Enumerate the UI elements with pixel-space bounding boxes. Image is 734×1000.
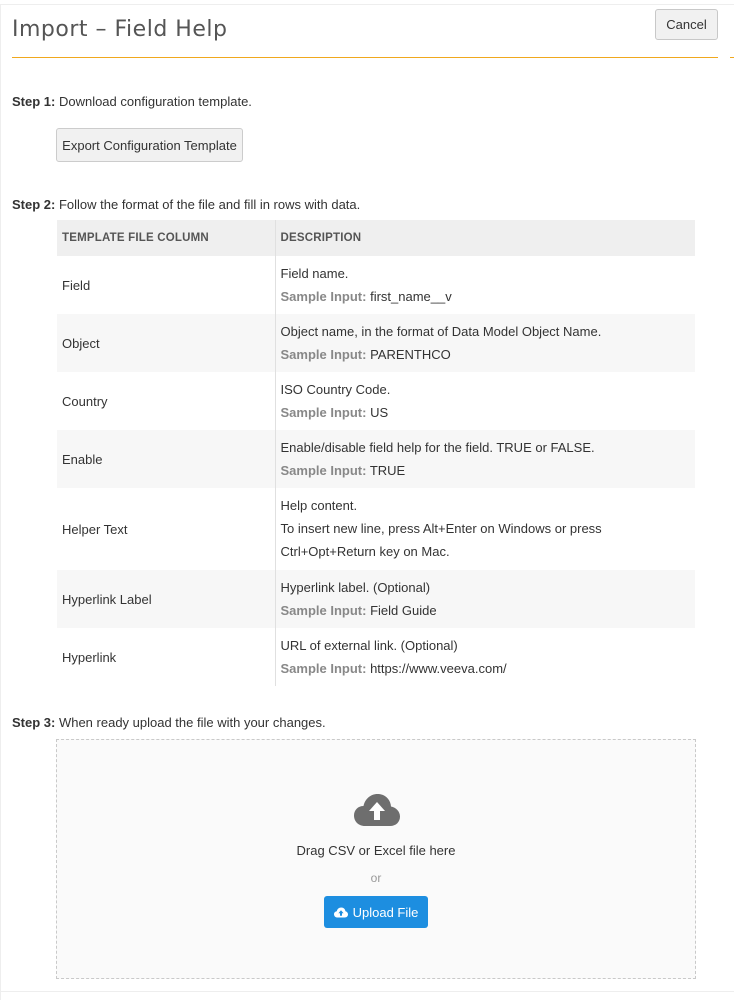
dialog-header: [12, 7, 718, 57]
row-column-name: Country: [62, 393, 108, 409]
template-columns-table: [57, 220, 695, 686]
row-description-cell: [275, 488, 695, 570]
row-description-cell: [275, 256, 695, 314]
row-column-name: Hyperlink Label: [57, 570, 275, 628]
cloud-upload-icon: [354, 793, 400, 827]
row-description-extra: To insert new line, press Alt+Enter on Windows or press Ctrl+Opt+Return key on Mac.: [280, 521, 602, 559]
step-3-text: When ready upload the file with your changes.: [55, 715, 326, 730]
frame-border-bottom: [0, 991, 734, 992]
table-row: [57, 256, 695, 314]
row-description: Hyperlink label. (Optional): [280, 579, 431, 595]
step-3-label: Step 3:: [12, 715, 56, 730]
row-description: Help content.: [280, 498, 358, 513]
row-description: Object name, in the format of Data Model Object Name.: [280, 323, 602, 339]
row-sample: [281, 599, 691, 622]
step-1-text: Download configuration template.: [55, 94, 252, 109]
row-sample: [281, 343, 691, 366]
sample-input-label: Sample Input:: [280, 346, 367, 362]
row-sample: [281, 285, 691, 308]
dialog-title: Import – Field Help: [12, 17, 228, 42]
sample-input-value: US: [370, 404, 389, 420]
sample-input-value: PARENTHCO: [370, 346, 451, 362]
step-3-instruction: [12, 715, 326, 730]
row-description: URL of external link. (Optional): [280, 637, 458, 653]
row-description-cell: [275, 314, 695, 372]
sample-input-value: https://www.veeva.com/: [370, 660, 507, 676]
step-2-instruction: [12, 197, 360, 212]
cancel-button[interactable]: Cancel: [655, 9, 718, 40]
row-description-cell: [275, 372, 695, 430]
export-configuration-template-button[interactable]: Export Configuration Template: [56, 128, 243, 162]
frame-border-top: [0, 4, 734, 5]
table-row: [57, 570, 695, 628]
frame-border-left: [0, 4, 1, 1000]
table-row: [57, 488, 695, 570]
step-1-instruction: [12, 94, 252, 109]
sample-input-label: Sample Input:: [280, 404, 367, 420]
table-header-row: [57, 220, 695, 256]
row-column-name: Field: [62, 277, 91, 293]
upload-file-button[interactable]: [324, 896, 428, 928]
column-header-template-file-column: TEMPLATE FILE COLUMN: [57, 220, 275, 256]
file-dropzone[interactable]: [56, 739, 696, 979]
row-description-cell: [275, 628, 695, 686]
row-column-name: Helper Text: [62, 521, 128, 537]
sample-input-label: Sample Input:: [280, 462, 367, 478]
row-sample: [281, 401, 691, 424]
or-separator: or: [370, 871, 382, 885]
row-description: Enable/disable field help for the field. TRUE or FALSE.: [280, 439, 595, 455]
header-divider: [12, 57, 718, 58]
drag-file-text: Drag CSV or Excel file here: [296, 843, 456, 858]
table-row: [57, 314, 695, 372]
row-description-cell: [275, 570, 695, 628]
row-description: ISO Country Code.: [280, 381, 391, 397]
sample-input-label: Sample Input:: [280, 660, 367, 676]
table-row: [57, 628, 695, 686]
table-row: [57, 372, 695, 430]
header-divider-tail: [730, 57, 734, 58]
sample-input-value: first_name__v: [370, 288, 452, 304]
cloud-upload-small-icon: [334, 907, 348, 918]
upload-file-label: Upload File: [352, 904, 419, 920]
table-row: [57, 430, 695, 488]
row-column-name: Enable: [57, 430, 275, 488]
row-sample: [281, 459, 691, 482]
sample-input-value: Field Guide: [370, 602, 437, 618]
step-2-text: Follow the format of the file and fill in rows with data.: [55, 197, 361, 212]
row-column-name: Object: [57, 314, 275, 372]
sample-input-label: Sample Input:: [280, 602, 367, 618]
row-description: Field name.: [280, 265, 349, 281]
sample-input-value: TRUE: [369, 462, 406, 478]
row-description-cell: [275, 430, 695, 488]
step-1-label: Step 1:: [12, 94, 56, 109]
sample-input-label: Sample Input:: [280, 288, 367, 304]
column-header-description: DESCRIPTION: [275, 220, 695, 256]
row-sample: [281, 657, 691, 680]
row-column-name: Hyperlink: [62, 649, 117, 665]
step-2-label: Step 2:: [12, 197, 56, 212]
